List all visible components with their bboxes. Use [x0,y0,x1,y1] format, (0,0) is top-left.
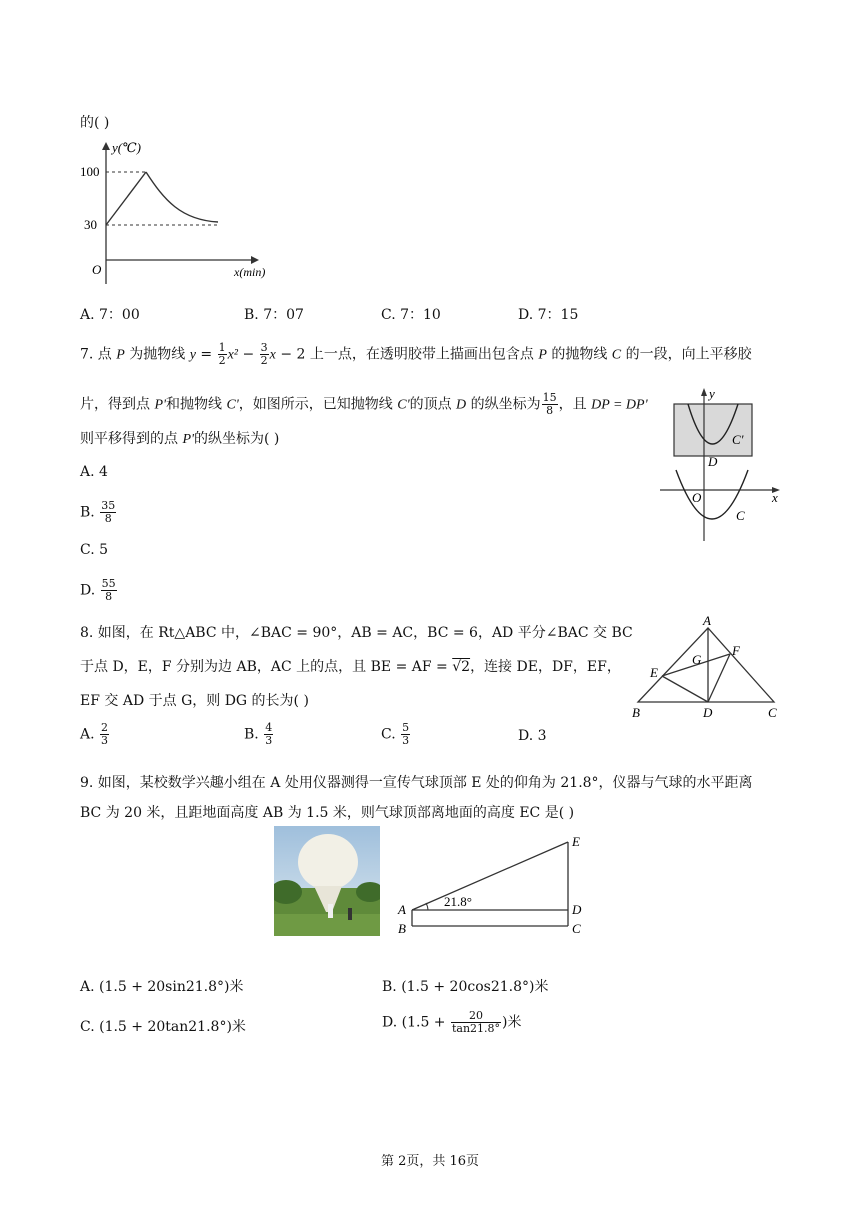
q7-option-c: C. 5 [80,542,109,558]
svg-text:E: E [650,665,658,680]
q6-option-a: A. 7：00 [80,307,140,323]
svg-text:B: B [398,921,406,936]
q9-line-2: BC 为 20 米，且距地面高度 AB 为 1.5 米，则气球顶部离地面的高度 EC 是( ) [80,805,575,821]
q7-line-1: 7. 点 P 为抛物线 y = $\frac{1}{2}$ x² − $\frac{3}{2}$ x − 2 上一点，在透明胶带上描画出包含点 P 的抛物线 C 的一段，向上平移胶 [80,341,752,367]
q9-option-a: A. (1.5 + 20sin21.8°)米 [80,979,244,995]
svg-text:C: C [768,705,777,720]
q6-tail: 的( ) [80,115,110,131]
svg-text:C': C' [732,432,744,447]
q6-temperature-graph [76,136,286,286]
q8-triangle-figure [626,614,790,724]
q8-option-c: C. $\frac{5}{3}$ [381,721,410,747]
svg-text:A: A [703,614,711,628]
svg-text:D: D [572,902,582,917]
svg-text:x: x [772,490,778,505]
q6-option-d: D. 7：15 [518,307,579,323]
q7-option-a: A. 4 [80,464,108,480]
svg-text:A: A [398,902,406,917]
q7-option-d: D. $\frac{55}{8}$ [80,577,116,603]
q9-option-b: B. (1.5 + 20cos21.8°)米 [382,979,549,995]
q6-option-c: C. 7：10 [381,307,441,323]
q7-option-b: B. $\frac{35}{8}$ [80,499,116,525]
q8-line-1: 8. 如图，在 Rt△ABC 中，∠BAC = 90°，AB = AC，BC = 6，AD 平分∠BAC 交 BC [80,625,633,641]
fraction-1-2: $\frac{1}{2}$ [218,341,226,367]
q9-option-d: D. (1.5 + $\frac{20}{\tan 21.8^\circ}$ )米 [382,1009,522,1035]
svg-text:21.8°: 21.8° [444,894,472,909]
svg-text:C: C [736,508,745,523]
q9-elevation-figure [394,832,594,940]
svg-text:D: D [703,705,713,720]
svg-text:C: C [572,921,581,936]
balloon-photo [274,826,380,936]
q9-line-1: 9. 如图，某校数学兴趣小组在 A 处用仪器测得一宣传气球顶部 E 处的仰角为 21.8°，仪器与气球的水平距离 [80,775,753,791]
q8-line-2: 于点 D，E，F 分别为边 AB，AC 上的点，且 BE = AF = √2，连接 DE，DF，EF， [80,659,621,675]
svg-text:E: E [572,834,580,849]
origin-label: O [92,262,102,277]
q9-option-c: C. (1.5 + 20tan21.8°)米 [80,1019,246,1035]
q7-line-3: 则平移得到的点 P'的纵坐标为( ) [80,431,280,447]
q6-option-b: B. 7：07 [244,307,304,323]
y-axis-label: y(℃) [112,140,141,155]
svg-text:F: F [732,643,740,658]
y-tick-100: 100 [80,164,100,179]
y-tick-30: 30 [84,217,97,232]
q8-option-d: D. 3 [518,728,547,744]
svg-text:y: y [709,386,715,401]
q7-line-2: 片，得到点 P'和抛物线 C'，如图所示，已知抛物线 C'的顶点 D 的纵坐标为 $\frac{15}{8}$ ，且 DP = DP' [80,391,648,417]
q8-line-3: EF 交 AD 于点 G，则 DG 的长为( ) [80,693,309,709]
svg-text:B: B [632,705,640,720]
svg-text:G: G [692,652,702,667]
q8-option-a: A. $\frac{2}{3}$ [80,721,109,747]
q8-option-b: B. $\frac{4}{3}$ [244,721,273,747]
svg-text:D: D [708,454,718,469]
page-footer: 第 2页，共 16页 [380,1154,480,1169]
fraction-3-2: $\frac{3}{2}$ [260,341,268,367]
q7-parabola-figure [652,386,792,546]
fraction-15-8: $\frac{15}{8}$ [542,391,557,417]
svg-text:O: O [692,490,702,505]
x-axis-label: x(min) [234,265,266,279]
